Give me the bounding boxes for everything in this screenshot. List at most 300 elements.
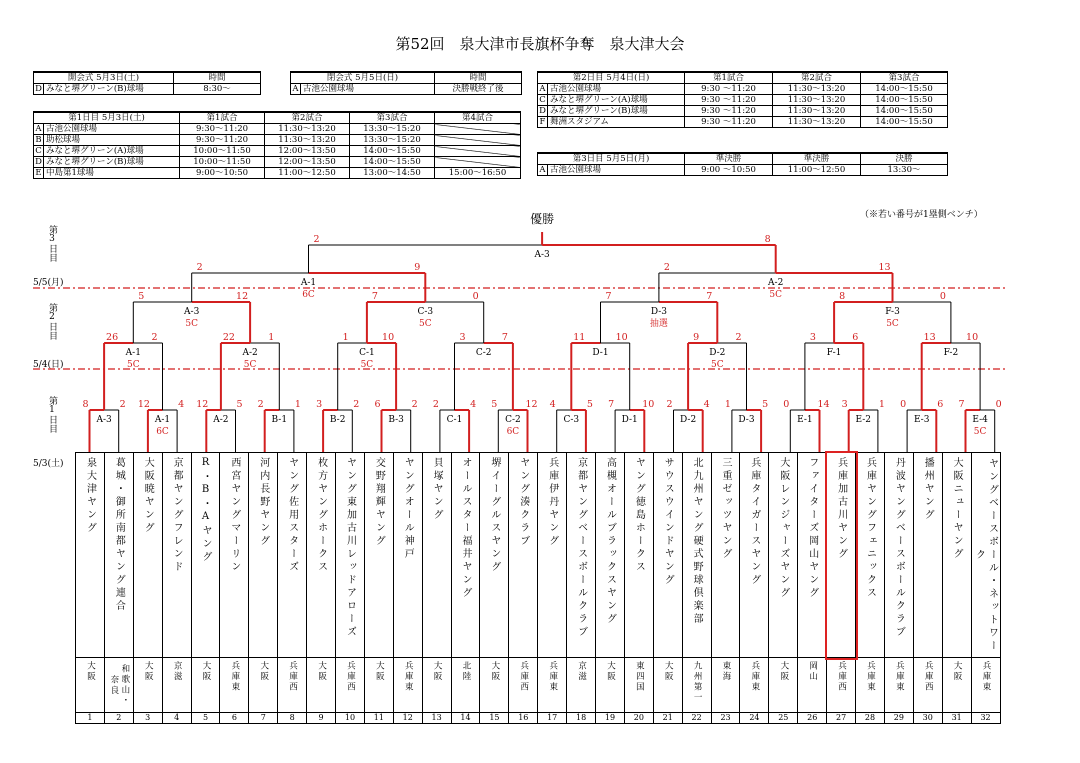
score-right: 2 (353, 399, 360, 410)
match-code: C-1 (359, 348, 375, 358)
team-number: 18 (567, 713, 596, 724)
opening-key: D (35, 84, 42, 94)
team-name: 交野翔輝ヤング (373, 457, 385, 548)
team-pref-cell (133, 658, 162, 713)
score-right: 0 (472, 291, 479, 302)
closing-time: 決勝戦終了後 (435, 84, 522, 95)
day2-time: 11:30～13:20 (773, 95, 861, 106)
team-number: 4 (162, 713, 191, 724)
team-pref: 大阪 (143, 661, 154, 682)
day1-header: 第1日目 5月3日(土) (34, 112, 180, 124)
team-pref: 東海 (721, 661, 732, 682)
match-code: E-2 (855, 415, 872, 425)
team-pref: 東四国 (634, 661, 645, 693)
match-code: F-2 (943, 348, 959, 358)
day3-time: 11:00～12:50 (773, 165, 861, 176)
team-name: ヤング佐用スターズ (286, 457, 298, 574)
team-number: 30 (913, 713, 942, 724)
team-number: 26 (798, 713, 827, 724)
match-code: C-3 (417, 307, 434, 317)
match-note: 5C (418, 319, 432, 329)
match-code: A-3 (184, 307, 200, 317)
team-name: 泉大津ヤング (84, 457, 96, 535)
score-right: 5 (762, 399, 769, 410)
team-number: 2 (104, 713, 133, 724)
team-name: R・B・Aヤング (200, 457, 211, 564)
score-left: 8 (82, 399, 89, 410)
score-left: 2 (196, 262, 203, 273)
score-right: 2 (119, 399, 126, 410)
score-left: 22 (222, 332, 235, 343)
page-title: 第52回 泉大津市長旗杯争奪 泉大津大会 (395, 35, 685, 53)
day1-time: 11:30～13:20 (265, 124, 350, 135)
team-pref-cell (422, 658, 451, 713)
match-code: A-3 (96, 415, 112, 425)
day2-game3-header: 第3試合 (861, 72, 948, 84)
day2-game1-header: 第1試合 (685, 72, 773, 84)
day2-time: 11:30～13:20 (773, 84, 861, 95)
team-pref: 京滋 (172, 661, 183, 682)
day1-game2-header: 第2試合 (265, 112, 350, 124)
team-pref: 兵庫西 (923, 661, 934, 693)
team-name-cell (769, 453, 798, 658)
team-number: 27 (827, 713, 856, 724)
day3-header: 第3日目 5月5日(月) (538, 153, 685, 165)
team-name-cell (76, 453, 105, 658)
team-name: 高槻オールブラックスヤング (604, 457, 616, 626)
team-pref-cell (596, 658, 625, 713)
score-right: 9 (414, 262, 421, 273)
team-name-cell (538, 453, 567, 658)
team-name: 河内長野ヤング (257, 457, 269, 548)
score-left: 2 (313, 234, 320, 245)
team-number: 23 (711, 713, 740, 724)
day3-time: 13:30～ (861, 165, 948, 176)
day2-key: F (538, 117, 548, 128)
team-name-cell (249, 453, 278, 658)
score-left: 9 (693, 332, 700, 343)
team-name-cell (884, 453, 913, 658)
team-pref-cell (884, 658, 913, 713)
team-pref: 大阪 (258, 661, 269, 682)
team-name: 丹波ヤングベースボールクラブ (893, 457, 905, 639)
day2-time: 14:00～15:50 (861, 106, 948, 117)
team-name: 大阪レンジャーズヤング (777, 457, 789, 600)
score-left: 2 (432, 399, 439, 410)
team-pref-cell (538, 658, 567, 713)
day3-final-header: 決勝 (861, 153, 948, 165)
team-name-cell (971, 453, 1000, 658)
team-number: 14 (451, 713, 480, 724)
team-name: オールスター福井ヤング (460, 457, 472, 600)
match-code: A-1 (300, 278, 317, 288)
score-right: 7 (501, 332, 508, 343)
team-pref-cell (104, 658, 133, 713)
score-right: 0 (995, 399, 1002, 410)
score-right: 6 (937, 399, 944, 410)
score-right: 10 (966, 332, 979, 343)
day1-key: B (35, 135, 42, 145)
score-left: 12 (137, 399, 150, 410)
team-name: 貝塚ヤング (431, 457, 443, 522)
score-right: 4 (703, 399, 710, 410)
team-pref: 兵庫東 (894, 661, 905, 693)
team-number: 13 (422, 713, 451, 724)
team-name: 堺イーグルスヤング (488, 457, 500, 574)
team-number: 6 (220, 713, 249, 724)
team-name: 大阪暁ヤング (142, 457, 154, 535)
day2-time: 9:30 ～11:20 (685, 95, 773, 106)
team-pref: 兵庫西 (836, 661, 847, 693)
score-right: 12 (236, 291, 249, 302)
team-name: ヤング湊クラブ (517, 457, 529, 548)
score-right: 1 (878, 399, 885, 410)
score-right: 10 (615, 332, 628, 343)
team-pref: 岡山 (807, 661, 818, 682)
team-name-cell (509, 453, 538, 658)
day3-time: 9:00 ～10:50 (685, 165, 773, 176)
match-code: A-2 (768, 278, 784, 288)
team-pref-cell (509, 658, 538, 713)
day2-time: 11:30～13:20 (773, 117, 861, 128)
team-name-cell (740, 453, 769, 658)
score-right: 10 (642, 399, 655, 410)
score-right: 4 (178, 399, 185, 410)
team-pref-cell (682, 658, 711, 713)
score-left: 8 (839, 291, 846, 302)
day1-time: 13:30～15:20 (350, 124, 435, 135)
match-code: D-3 (650, 307, 667, 317)
team-pref: 兵庫東 (403, 661, 414, 693)
day1-field: みなと堺グリーン(A)球場 (44, 146, 180, 157)
team-pref: 和歌山・奈良 (108, 664, 130, 706)
teams-table (75, 452, 1001, 724)
score-left: 12 (196, 399, 209, 410)
day1-time: 13:00～14:50 (350, 168, 435, 179)
score-right: 2 (151, 332, 158, 343)
score-right: 13 (878, 262, 891, 273)
match-code: B-1 (271, 415, 288, 425)
match-code: A-2 (213, 415, 229, 425)
team-pref-cell (769, 658, 798, 713)
match-code: C-2 (475, 348, 492, 358)
team-pref: 大阪 (316, 661, 327, 682)
match-note: 6C (506, 427, 520, 437)
team-number: 22 (682, 713, 711, 724)
team-name: 兵庫ヤングフェニックス (864, 457, 876, 600)
team-number: 31 (942, 713, 971, 724)
score-left: 3 (316, 399, 323, 410)
champion-label: 優勝 (530, 212, 555, 226)
day1-field: 助松球場 (44, 135, 180, 146)
score-right: 1 (294, 399, 301, 410)
score-right: 5 (586, 399, 593, 410)
team-pref-cell (567, 658, 596, 713)
score-left: 1 (724, 399, 731, 410)
day2-time: 11:30～13:20 (773, 106, 861, 117)
team-pref: 大阪 (85, 661, 96, 682)
score-left: 0 (783, 399, 790, 410)
day3-field: 古池公園球場 (548, 165, 685, 176)
team-pref-cell (364, 658, 393, 713)
day1-time: 10:00～11:50 (180, 146, 265, 157)
match-code: A-1 (125, 348, 141, 358)
match-code: A-2 (242, 348, 258, 358)
team-pref-cell (249, 658, 278, 713)
team-pref-cell (653, 658, 682, 713)
day2-label: 第2日目 (47, 303, 57, 340)
team-pref: 北陸 (461, 661, 472, 682)
match-note: 5C (185, 319, 199, 329)
day1-time: 12:00～13:50 (265, 146, 350, 157)
day1-time: 14:00～15:50 (350, 157, 435, 168)
match-code: A-1 (154, 415, 171, 425)
team-name: 兵庫伊丹ヤング (546, 457, 558, 548)
score-left: 1 (342, 332, 349, 343)
match-note: 5C (973, 427, 987, 437)
opening-time: 8:30～ (174, 84, 261, 95)
match-note: 6C (156, 427, 169, 437)
score-left: 3 (841, 399, 848, 410)
team-pref-cell (76, 658, 105, 713)
team-name: 兵庫加古川ヤング (835, 457, 847, 561)
team-name-cell (913, 453, 942, 658)
match-code: B-3 (388, 415, 404, 425)
team-pref: 大阪 (605, 661, 616, 682)
team-number: 7 (249, 713, 278, 724)
score-right: 4 (470, 399, 477, 410)
score-right: 12 (525, 399, 538, 410)
day1-key: C (35, 146, 42, 156)
day1-key: D (35, 157, 42, 167)
team-pref: 京滋 (576, 661, 587, 682)
day1-field: みなと堺グリーン(B)球場 (44, 157, 180, 168)
day1-time: 9:30～11:20 (180, 135, 265, 146)
score-right: 7 (706, 291, 713, 302)
closing-header: 閉会式 5月5日(日) (291, 72, 435, 84)
score-right: 1 (268, 332, 275, 343)
day2-header: 第2日目 5月4日(日) (538, 72, 685, 84)
match-code: F-1 (826, 348, 842, 358)
match-note: 5C (360, 360, 374, 370)
match-code: E-3 (913, 415, 930, 425)
team-number: 29 (884, 713, 913, 724)
match-code: E-4 (972, 415, 988, 425)
team-name: 北九州ヤング硬式野球倶楽部 (691, 457, 703, 626)
team-number: 32 (971, 713, 1000, 724)
match-code: C-1 (446, 415, 463, 425)
team-pref: 兵庫東 (865, 661, 876, 693)
score-left: 3 (809, 332, 816, 343)
team-number: 8 (278, 713, 307, 724)
match-note: 5C (243, 360, 257, 370)
match-code: A-3 (534, 250, 550, 260)
team-name: サウスウインドヤング (662, 457, 674, 587)
team-name-cell (480, 453, 509, 658)
team-name: ヤングオール神戸 (402, 457, 414, 561)
team-pref: 九州第一 (692, 661, 703, 703)
match-code: B-2 (329, 415, 346, 425)
day1-game4-header: 第4試合 (435, 112, 521, 124)
team-pref-cell (307, 658, 336, 713)
team-pref: 兵庫西 (345, 661, 356, 693)
opening-header: 開会式 5月3日(土) (34, 72, 174, 84)
team-name: ファイターズ岡山ヤング (806, 457, 818, 600)
score-left: 2 (663, 262, 670, 273)
team-name-cell (856, 453, 885, 658)
day2-time: 9:30 ～11:20 (685, 106, 773, 117)
team-pref: 兵庫東 (749, 661, 760, 693)
team-name-cell (104, 453, 133, 658)
team-name: 京都ヤングベースボールクラブ (575, 457, 587, 639)
match-code: D-1 (592, 348, 609, 358)
score-right: 5 (236, 399, 243, 410)
match-code: C-3 (563, 415, 580, 425)
bench-note: （※若い番号が1塁側ベンチ） (860, 210, 983, 220)
team-number: 24 (740, 713, 769, 724)
score-right: 2 (411, 399, 418, 410)
team-pref: 兵庫西 (518, 661, 529, 693)
day1-time: 11:30～13:20 (265, 135, 350, 146)
team-pref: 大阪 (952, 661, 963, 682)
day2-time: 9:30 ～11:20 (685, 117, 773, 128)
team-pref-cell (162, 658, 191, 713)
team-pref-cell (451, 658, 480, 713)
team-number: 15 (480, 713, 509, 724)
team-name: 兵庫タイガースヤング (748, 457, 760, 587)
team-number: 21 (653, 713, 682, 724)
team-pref-cell (942, 658, 971, 713)
team-name: ヤング徳島ホークス (633, 457, 645, 574)
score-right: 8 (764, 234, 771, 245)
team-pref-cell (336, 658, 365, 713)
score-left: 0 (900, 399, 907, 410)
day2-key: A (539, 84, 546, 94)
opening-field: みなと堺グリーン(B)球場 (44, 84, 174, 95)
match-note: 5C (710, 360, 724, 370)
team-name-cell (451, 453, 480, 658)
match-note: 5C (769, 290, 783, 300)
team-number: 1 (76, 713, 105, 724)
team-name-cell (393, 453, 422, 658)
team-pref: 大阪 (432, 661, 443, 682)
day1-time: 9:00～10:50 (180, 168, 265, 179)
closing-key: A (292, 84, 299, 94)
score-right: 10 (382, 332, 395, 343)
day2-field: みなと堺グリーン(B)球場 (548, 106, 685, 117)
team-name-cell (162, 453, 191, 658)
day2-field: 舞洲スタジアム (548, 117, 685, 128)
match-code: D-1 (621, 415, 638, 425)
match-code: C-2 (505, 415, 521, 425)
team-pref: 兵庫東 (229, 661, 240, 693)
day2-time: 14:00～15:50 (861, 95, 948, 106)
team-name: 播州ヤング (922, 457, 934, 522)
score-left: 11 (573, 332, 586, 343)
score-left: 5 (138, 291, 145, 302)
day3-key: A (539, 165, 546, 175)
team-pref: 大阪 (663, 661, 674, 682)
team-number: 19 (596, 713, 625, 724)
closing-field: 古池公園球場 (301, 84, 435, 95)
team-pref-cell (827, 658, 856, 713)
team-pref-cell (711, 658, 740, 713)
team-number: 25 (769, 713, 798, 724)
team-name: 枚方ヤングホークス (315, 457, 327, 574)
score-left: 7 (958, 399, 965, 410)
team-pref-cell (191, 658, 220, 713)
team-name-cell (653, 453, 682, 658)
day1-field: 古池公園球場 (44, 124, 180, 135)
team-pref-cell (913, 658, 942, 713)
team-name-cell (364, 453, 393, 658)
date-may5: 5/5(月) (33, 278, 64, 288)
day1-time: 10:00～11:50 (180, 157, 265, 168)
team-name-cell (827, 453, 856, 658)
score-left: 7 (371, 291, 378, 302)
team-name-cell (191, 453, 220, 658)
team-number: 10 (336, 713, 365, 724)
team-number: 17 (538, 713, 567, 724)
match-code: D-2 (680, 415, 697, 425)
score-left: 2 (666, 399, 673, 410)
team-name-cell (336, 453, 365, 658)
team-pref-cell (740, 658, 769, 713)
day1-game1-header: 第1試合 (180, 112, 265, 124)
score-right: 14 (817, 399, 830, 410)
team-name: 三重ゼッツヤング (720, 457, 732, 561)
team-name: 京都ヤングフレンド (171, 457, 183, 574)
day3-semi1-header: 準決勝 (685, 153, 773, 165)
team-pref: 大阪 (374, 661, 385, 682)
day1-time: 14:00～15:50 (350, 146, 435, 157)
day3-label: 第3日目 (47, 225, 57, 262)
day1-time: 9:30～11:20 (180, 124, 265, 135)
team-pref: 大阪 (201, 661, 211, 682)
opening-time-header: 時間 (174, 72, 261, 84)
score-left: 7 (605, 291, 612, 302)
team-name-cell (711, 453, 740, 658)
score-left: 26 (106, 332, 119, 343)
team-number: 11 (364, 713, 393, 724)
day2-field: 古池公園球場 (548, 84, 685, 95)
team-name-cell (798, 453, 827, 658)
score-left: 5 (491, 399, 498, 410)
team-number: 5 (191, 713, 220, 724)
team-name: 葛城・御所南都ヤング連合 (113, 457, 125, 613)
score-right: 6 (852, 332, 859, 343)
day1-key: E (35, 168, 42, 178)
team-name: ヤングベースボール・ネットワーク (973, 458, 998, 653)
day1-field: 中島第1球場 (44, 168, 180, 179)
team-name-cell (942, 453, 971, 658)
team-number: 12 (393, 713, 422, 724)
team-pref-cell (624, 658, 653, 713)
team-pref: 大阪 (489, 661, 500, 682)
team-pref: 兵庫東 (981, 661, 992, 693)
team-name: ヤング東加古川レッドアローズ (344, 457, 356, 639)
day2-key: D (539, 106, 546, 116)
score-left: 4 (549, 399, 556, 410)
team-pref: 大阪 (778, 661, 789, 682)
team-pref: 兵庫東 (547, 661, 558, 693)
team-name-cell (278, 453, 307, 658)
team-name: 大阪ニューヤング (951, 457, 963, 561)
score-left: 6 (374, 399, 381, 410)
day1-label: 第1日目 (47, 396, 57, 433)
team-name: 西宮ヤングマーリン (228, 457, 240, 574)
match-code: F-3 (885, 307, 900, 317)
